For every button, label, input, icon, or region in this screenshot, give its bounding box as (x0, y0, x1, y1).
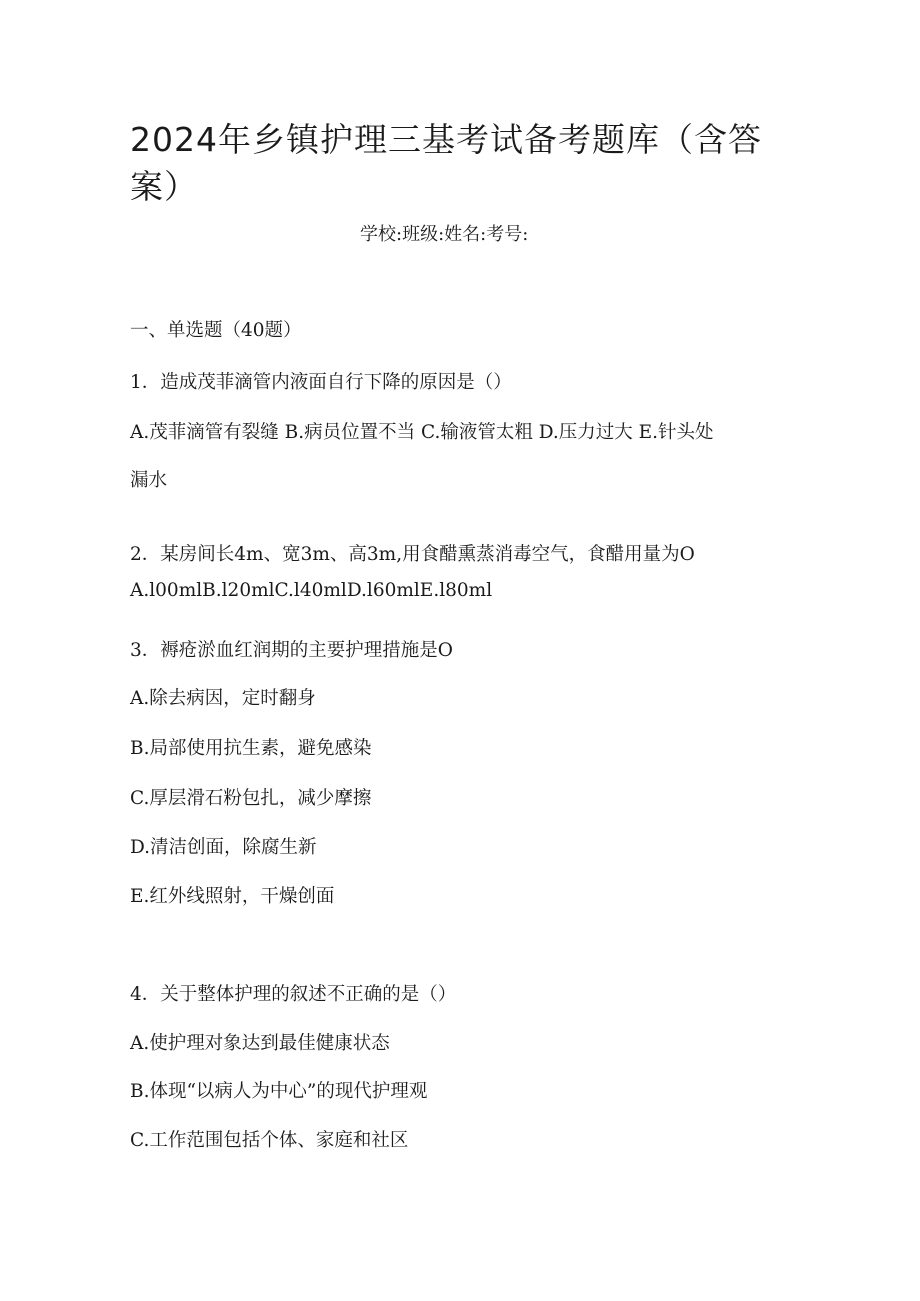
question-4-option-c: C.工作范围包括个体、家庭和社区 (130, 1130, 409, 1151)
question-1-options-line-1: A.茂菲滴管有裂缝 B.病员位置不当 C.输液管太粗 D.压力过大 E.针头处 (130, 422, 714, 443)
question-3-stem: 3．褥疮淤血红润期的主要护理措施是O (130, 640, 453, 661)
question-1-stem: 1．造成茂菲滴管内液面自行下降的原因是（） (130, 372, 512, 393)
question-4-option-a: A.使护理对象达到最佳健康状态 (130, 1033, 390, 1054)
question-3-option-a: A.除去病因，定时翻身 (130, 688, 316, 709)
question-3-option-e: E.红外线照射，干燥创面 (130, 886, 335, 907)
document-title: 2024年乡镇护理三基考试备考题库（含答案） (130, 120, 762, 206)
question-4-stem: 4．关于整体护理的叙述不正确的是（） (130, 984, 457, 1005)
question-3-option-c: C.厚层滑石粉包扎，减少摩擦 (130, 788, 372, 809)
question-3-option-d: D.清洁创面，除腐生新 (130, 837, 317, 858)
question-4-option-b: B.体现“以病人为中心”的现代护理观 (130, 1081, 428, 1102)
question-3-option-b: B.局部使用抗生素，避免感染 (130, 738, 372, 759)
question-2-stem: 2．某房间长4m、宽3m、高3m,用食醋熏蒸消毒空气，食醋用量为O (130, 544, 695, 565)
student-info-line: 学校:班级:姓名:考号: (360, 224, 529, 245)
question-1-options-line-2: 漏水 (130, 470, 168, 491)
question-2-options: A.l00mlB.l20mlC.l40mlD.l60mlE.l80ml (130, 580, 493, 601)
section-heading: 一、单选题（40题） (130, 320, 302, 341)
